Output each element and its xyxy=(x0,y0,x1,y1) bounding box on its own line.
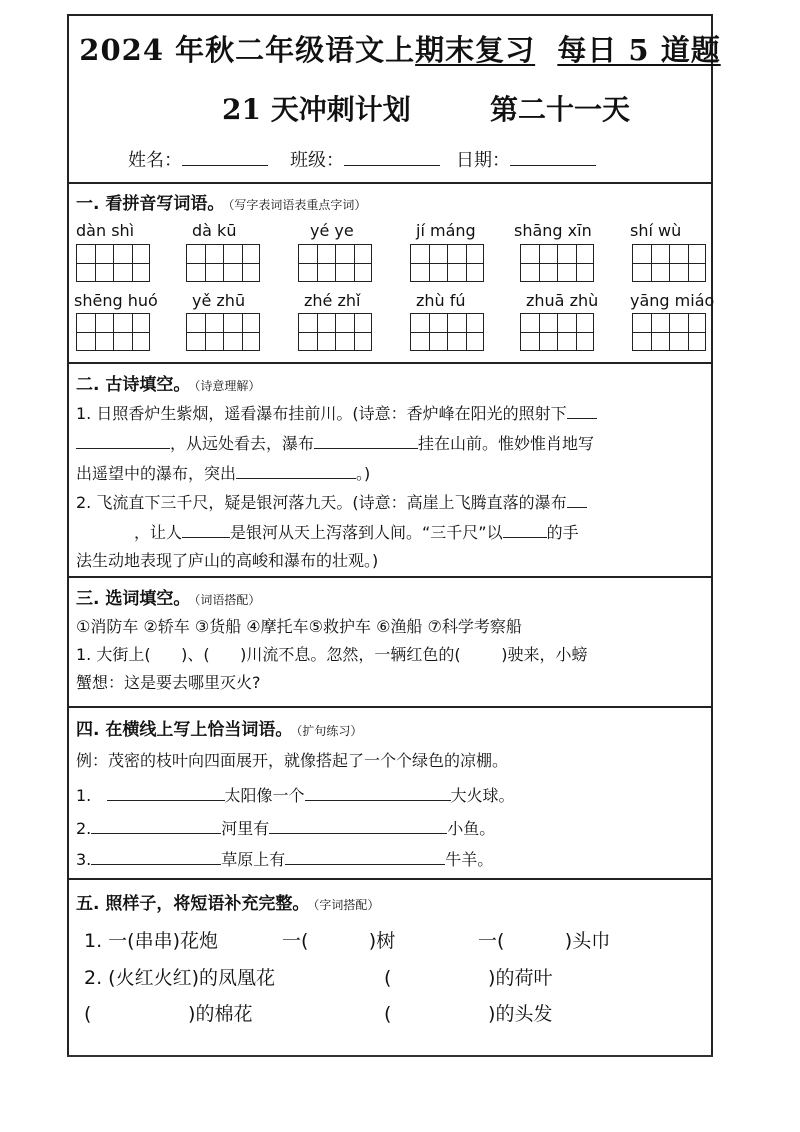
date-blank[interactable] xyxy=(510,147,596,166)
answer-blank[interactable] xyxy=(567,489,587,508)
pinyin-label: zhé zhǐ xyxy=(304,291,361,310)
writing-cell[interactable] xyxy=(335,245,371,281)
day-title: 第二十一天 xyxy=(490,93,631,126)
poem2-line3: 法生动地表现了庐山的高峻和瀑布的壮观。) xyxy=(76,551,379,570)
name-blank[interactable] xyxy=(182,147,268,166)
pinyin-label: yě zhū xyxy=(192,291,246,310)
section2-title: 二. 古诗填空。 xyxy=(76,375,191,395)
poem1-text-d: 出遥望中的瀑布，突出 xyxy=(76,464,237,483)
section-divider xyxy=(67,878,713,880)
section-divider xyxy=(67,706,713,708)
writing-cell[interactable] xyxy=(447,245,483,281)
fill-question-line1: 1. 大街上( )、( )川流不息。忽然，一辆红色的( )驶来，小螃 xyxy=(76,645,588,664)
pinyin-label: yé ye xyxy=(310,221,354,240)
poem2-text-c: 是银河从天上泻落到人间。“三千尺”以 xyxy=(230,523,503,542)
phrase-r1a: 1. 一(串串)花炮 xyxy=(84,930,218,952)
pinyin-label: shí wù xyxy=(630,221,682,240)
section1-note: （写字表词语表重点字词） xyxy=(228,198,367,212)
phrase-r2b: ( )的荷叶 xyxy=(384,967,553,989)
row-mid-text: 河里有 xyxy=(221,819,270,838)
pinyin-label: shāng xīn xyxy=(514,221,592,240)
writing-cell[interactable] xyxy=(113,245,149,281)
section4-title: 四. 在横线上写上恰当词语。 xyxy=(76,720,293,740)
section-divider xyxy=(67,362,713,364)
row-mid-text: 太阳像一个 xyxy=(224,786,305,805)
date-label: 日期： xyxy=(456,150,510,171)
section1-title: 一. 看拼音写词语。 xyxy=(76,194,225,214)
poem1-line3 xyxy=(76,460,370,484)
class-label: 班级： xyxy=(290,150,344,171)
title-underlined: 期末复习 xyxy=(415,33,536,67)
poem1-text-c: 挂在山前。惟妙惟肖地写 xyxy=(418,434,595,453)
writing-cell[interactable] xyxy=(77,314,113,350)
writing-cell[interactable] xyxy=(187,245,223,281)
writing-cell[interactable] xyxy=(223,245,259,281)
indent xyxy=(76,520,134,538)
bottom-rule xyxy=(67,1055,713,1057)
answer-blank[interactable] xyxy=(305,782,451,801)
word-options: ①消防车 ②轿车 ③货船 ④摩托车⑤救护车 ⑥渔船 ⑦科学考察船 xyxy=(76,617,522,636)
tianzige-box[interactable] xyxy=(186,244,260,282)
pinyin-label: dàn shì xyxy=(76,221,135,240)
section5-heading xyxy=(76,889,379,914)
tianzige-box[interactable] xyxy=(520,244,594,282)
phrase-r1c: 一( )头巾 xyxy=(478,930,611,952)
tianzige-box[interactable] xyxy=(520,313,594,351)
section3-title: 三. 选词填空。 xyxy=(76,589,191,609)
worksheet-title xyxy=(0,28,800,69)
section5-title: 五. 照样子，将短语补充完整。 xyxy=(76,894,310,914)
tianzige-box[interactable] xyxy=(632,313,706,351)
answer-blank[interactable] xyxy=(314,430,418,449)
phrase-r2a: 2. (火红火红)的凤凰花 xyxy=(84,967,275,989)
row-end-text: 牛羊。 xyxy=(445,850,494,869)
tianzige-box[interactable] xyxy=(632,244,706,282)
pinyin-label: shēng huó xyxy=(74,291,158,310)
answer-blank[interactable] xyxy=(91,815,221,834)
tianzige-box[interactable] xyxy=(410,244,484,282)
answer-blank[interactable] xyxy=(567,400,597,419)
section2-heading xyxy=(76,370,260,395)
writing-cell[interactable] xyxy=(77,245,113,281)
writing-cell[interactable] xyxy=(113,314,149,350)
poem1-line1 xyxy=(76,400,597,424)
writing-cell[interactable] xyxy=(411,314,447,350)
pinyin-label: dà kū xyxy=(192,221,237,240)
writing-cell[interactable] xyxy=(557,314,593,350)
section-divider xyxy=(67,182,713,184)
answer-blank[interactable] xyxy=(182,519,230,538)
name-field[interactable] xyxy=(128,146,268,172)
poem2-text-a: 2. 飞流直下三千尺，疑是银河落九天。(诗意：高崖上飞腾直落的瀑布 xyxy=(76,493,567,512)
poem1-text-a: 1. 日照香炉生紫烟，遥看瀑布挂前川。(诗意：香炉峰在阳光的照射下 xyxy=(76,404,567,423)
tianzige-box[interactable] xyxy=(76,313,150,351)
section-divider xyxy=(67,576,713,578)
phrase-r3a: ( )的棉花 xyxy=(84,1003,253,1025)
date-field[interactable] xyxy=(456,146,596,172)
class-field[interactable] xyxy=(290,146,440,172)
tianzige-box[interactable] xyxy=(298,244,372,282)
tianzige-box[interactable] xyxy=(410,313,484,351)
section4-note: （扩句练习） xyxy=(296,724,363,738)
row-number: 2. xyxy=(76,819,92,838)
pinyin-label: zhù fú xyxy=(416,291,466,310)
row-end-text: 小鱼。 xyxy=(447,819,496,838)
answer-blank[interactable] xyxy=(269,815,447,834)
writing-cell[interactable] xyxy=(335,314,371,350)
expand-row-1 xyxy=(76,782,515,806)
pinyin-label: zhuā zhù xyxy=(526,291,599,310)
answer-blank[interactable] xyxy=(107,782,225,801)
writing-cell[interactable] xyxy=(187,314,223,350)
section3-note: （词语搭配） xyxy=(194,593,261,607)
answer-blank[interactable] xyxy=(503,519,547,538)
plan-title: 21 天冲刺计划 xyxy=(222,93,411,126)
writing-cell[interactable] xyxy=(411,245,447,281)
writing-cell[interactable] xyxy=(521,245,557,281)
writing-cell[interactable] xyxy=(557,245,593,281)
tianzige-box[interactable] xyxy=(76,244,150,282)
title-left: 2024 年秋二年级语文上 xyxy=(79,33,416,67)
writing-cell[interactable] xyxy=(669,245,705,281)
poem2-line1 xyxy=(76,489,587,513)
tianzige-box[interactable] xyxy=(298,313,372,351)
answer-blank[interactable] xyxy=(285,846,445,865)
class-blank[interactable] xyxy=(344,147,440,166)
answer-blank[interactable] xyxy=(91,846,221,865)
title-right: 每日 5 道题 xyxy=(557,33,721,67)
fill-question-line2: 蟹想：这是要去哪里灭火? xyxy=(76,673,261,692)
writing-cell[interactable] xyxy=(633,314,669,350)
phrase-r1b: 一( )树 xyxy=(282,930,396,952)
pinyin-label: jí máng xyxy=(416,221,476,240)
poem1-line2 xyxy=(76,430,594,454)
row-mid-text: 草原上有 xyxy=(221,850,286,869)
name-label: 姓名： xyxy=(128,150,182,171)
example-sentence: 例：茂密的枝叶向四面展开，就像搭起了一个个绿色的凉棚。 xyxy=(76,751,509,770)
section1-heading xyxy=(76,189,366,214)
row-end-text: 大火球。 xyxy=(450,786,515,805)
poem2-text-d: 的手 xyxy=(546,523,579,542)
poem2-line2 xyxy=(76,519,579,543)
writing-cell[interactable] xyxy=(299,245,335,281)
answer-blank[interactable] xyxy=(76,430,170,449)
row-number: 1. xyxy=(76,786,92,805)
phrase-r3b: ( )的头发 xyxy=(384,1003,553,1025)
section3-heading xyxy=(76,584,260,609)
tianzige-box[interactable] xyxy=(186,313,260,351)
section2-note: （诗意理解） xyxy=(194,379,261,393)
writing-cell[interactable] xyxy=(223,314,259,350)
expand-row-3 xyxy=(76,846,493,870)
poem1-text-b: ，从远处看去，瀑布 xyxy=(170,434,315,453)
writing-cell[interactable] xyxy=(669,314,705,350)
row-number: 3. xyxy=(76,850,92,869)
writing-cell[interactable] xyxy=(521,314,557,350)
expand-row-2 xyxy=(76,815,495,839)
writing-cell[interactable] xyxy=(633,245,669,281)
poem2-text-b: ，让人 xyxy=(134,523,183,542)
poem1-text-e: 。) xyxy=(356,464,371,483)
writing-cell[interactable] xyxy=(299,314,335,350)
section4-heading xyxy=(76,715,362,740)
pinyin-label: yāng miáo xyxy=(630,291,715,310)
writing-cell[interactable] xyxy=(447,314,483,350)
section5-note: （字词搭配） xyxy=(313,898,380,912)
answer-blank[interactable] xyxy=(236,460,356,479)
